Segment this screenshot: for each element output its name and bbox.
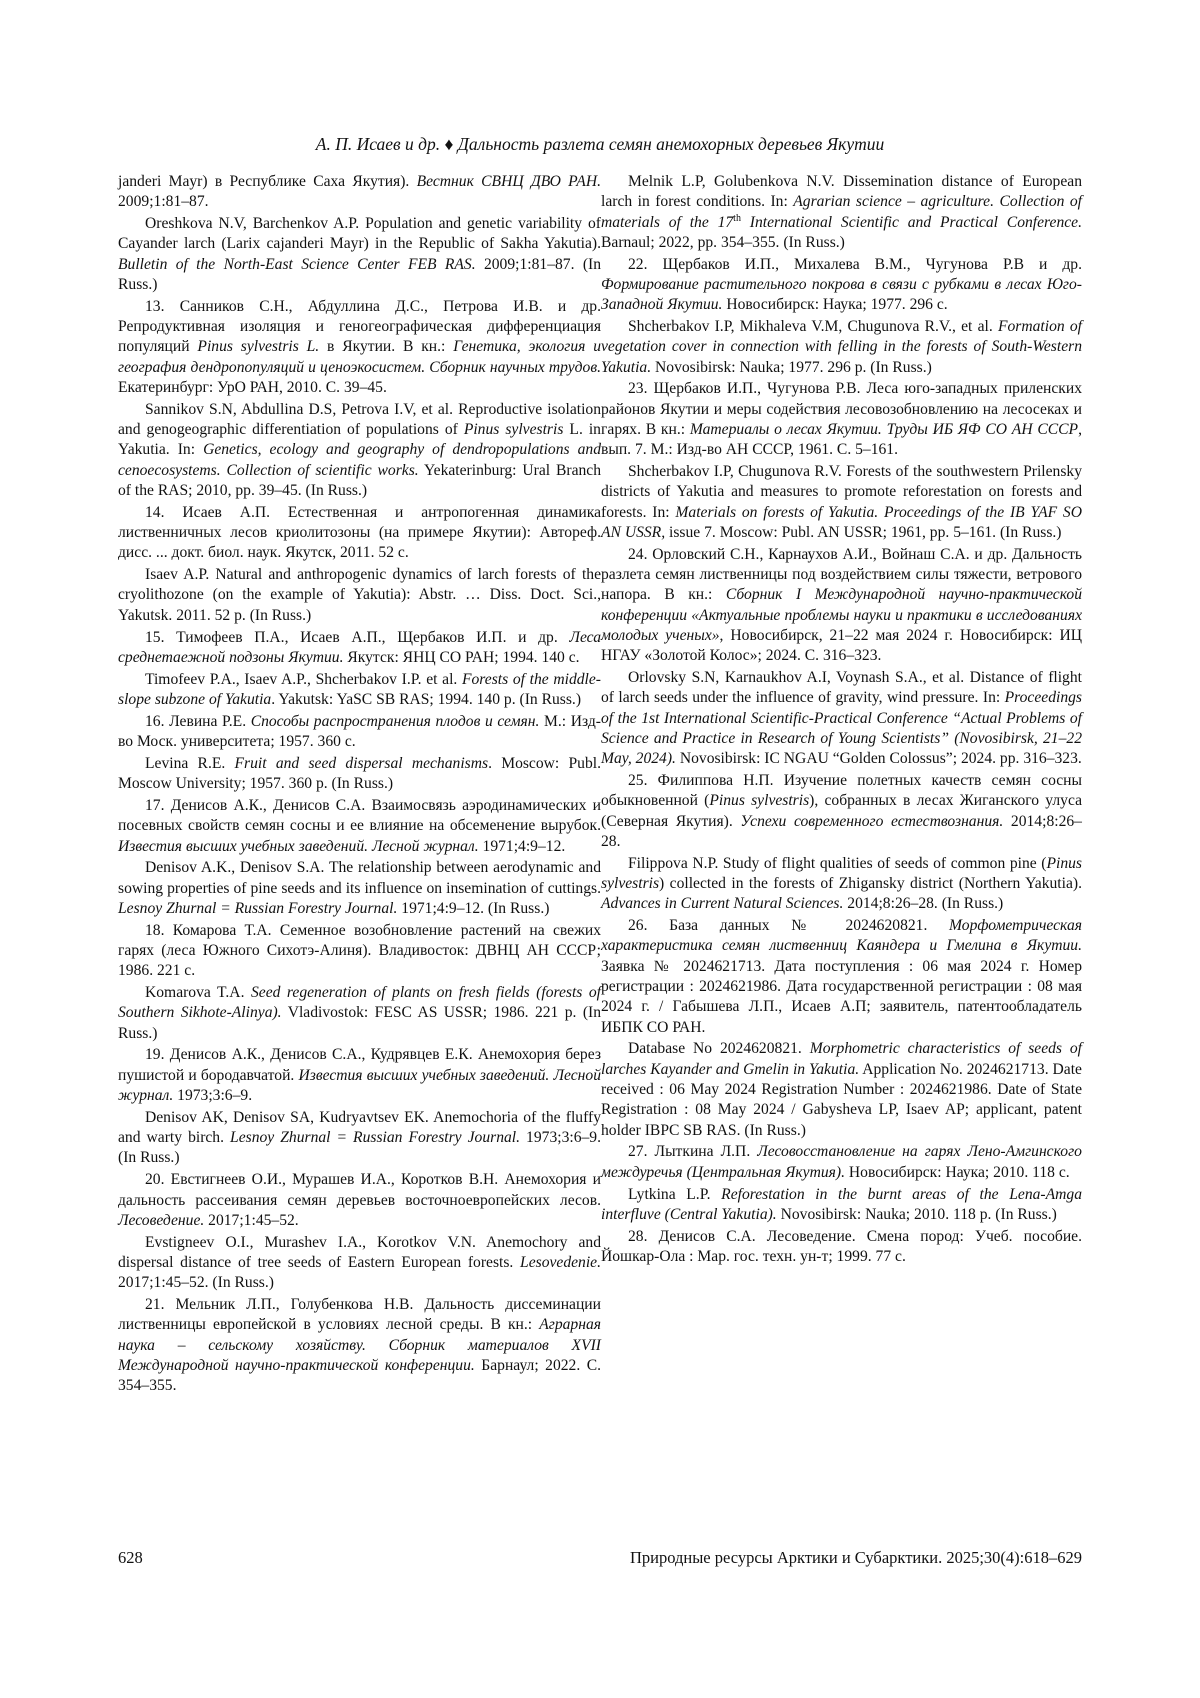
reference-italic-text: Pinus sylvestris [463, 421, 564, 439]
reference-entry [601, 1185, 1082, 1226]
reference-text: Novosibirsk: IC NGAU “Golden Colossus”; 2024. pp. 316–323. [675, 750, 1082, 768]
reference-entry [118, 712, 601, 753]
reference-italic-text: Материалы о лесах Якутии. Труды ИБ ЯФ СО АН СССР [689, 421, 1079, 439]
reference-entry [118, 858, 601, 919]
page-number: 628 [118, 1548, 143, 1567]
reference-text: Denisov AK, Denisov SA, Kudryavtsev EK. Anemochoria of the fluffy and warty birch. [118, 1108, 601, 1147]
reference-italic-text: Формирование растительного покрова в связи с рубками в лесах Юго-Западной Якутии. [601, 275, 1082, 314]
reference-italic-text: Pinus sylvestris L. [197, 338, 320, 356]
reference-text: Timofeev P.A., Isaev A.P., Shcherbakov I.P. et al. [145, 670, 462, 688]
reference-text: janderi Mayr) в Республике Саха Якутия). [118, 173, 417, 190]
reference-entry [118, 1170, 601, 1231]
reference-text: 1971;4:9–12. (In Russ.) [397, 899, 550, 917]
reference-text: 21. Мельник Л.П., Голубенкова Н.В. Дальность диссеминации лиственницы европейской в условиях лесной среды. В кн.: [118, 1296, 601, 1334]
reference-italic-text: Bulletin of the North-East Science Center FEB RAS. [118, 255, 476, 273]
reference-text: 18. Комарова Т.А. Семенное возобновление растений на свежих гарях (леса Южного Сихотэ-Алиня). Владивосток: ДВНЦ АН СССР; 1986. 221 с. [118, 921, 601, 980]
reference-text: Isaev A.P. Natural and anthropogenic dynamics of larch forests of the cryolithozone (on the example of Yakutia): Abstr. … Diss. Doct. Sci., Yakutsk. 2011. 52 p. (In Russ.) [118, 566, 601, 624]
reference-text: 2017;1:45–52. (In Russ.) [118, 1274, 274, 1292]
reference-text: Yekaterinburg: Ural Branch of the RAS; 2010, pp. 39–45. (In Russ.) [118, 461, 602, 499]
reference-entry [118, 628, 601, 669]
reference-italic-text: Morphometric characteristics of seeds of larches Kayander and Gmelin in Yakutia. [601, 1040, 1082, 1078]
reference-entry [118, 400, 601, 501]
reference-entry [118, 1045, 601, 1106]
reference-italic-text: Forests of the middle-slope subzone of Yakutia [118, 670, 601, 708]
reference-italic-text: Proceedings of the 1st International Scientific-Practical Conference “Actual Problems of Science and Practice in Research of Young Scientists” (Novosibirsk, 21–22 May, 2024). [601, 689, 1082, 768]
reference-entry [118, 214, 601, 295]
reference-text: L. in Yakutia. In: [118, 421, 601, 459]
reference-entry [601, 462, 1082, 543]
reference-text: Vladivostok: FESC AS USSR; 1986. 221 p. (In Russ.) [118, 1004, 602, 1042]
reference-entry [118, 503, 601, 564]
reference-text: Evstigneev O.I., Murashev I.A., Korotkov V.N. Anemochory and dispersal distance of tree seeds of Eastern European forests. [118, 1233, 601, 1271]
reference-italic-text: Аграрная наука – сельскому хозяйству. Сборник материалов XVII Международной научно-практической конференции. [118, 1316, 601, 1374]
reference-text: Lytkina L.P. [628, 1185, 722, 1203]
reference-text: 16. Левина Р.Е. [145, 712, 251, 730]
reference-entry [601, 317, 1082, 378]
reference-entry [118, 1108, 601, 1169]
running-header: А. П. Исаев и др. ♦ Дальность разлета семян анемохорных деревьев Якутии [315, 134, 885, 154]
reference-text: Komarova T.A. [145, 984, 251, 1002]
reference-text: 27. Лыткина Л.П. [628, 1143, 758, 1161]
reference-italic-text: Fruit and seed dispersal mechanisms [234, 754, 489, 772]
reference-text: Orlovsky S.N, Karnaukhov A.I, Voynash S.A., et al. Distance of flight of larch seeds under the influence of gravity, wind pressure. In: [601, 669, 1082, 707]
reference-text: М.: Изд-во Моск. университета; 1957. 360 с. [118, 712, 601, 751]
journal-citation: Природные ресурсы Арктики и Субарктики. 2025;30(4):618–629 [629, 1548, 1082, 1567]
reference-entry [601, 916, 1082, 1038]
reference-entry [601, 1227, 1082, 1268]
reference-italic-text: Agrarian science – agriculture. Collection of materials of the 17 [601, 193, 1083, 231]
reference-text: Filippova N.P. Study of flight qualities of seeds of common pine ( [628, 854, 1047, 872]
reference-italic-text: Лесоведение. [118, 1211, 205, 1229]
reference-text: Application No. 2024621713. Date received : 06 May 2024 Registration Number : 2024621986. Date of State Registration : 08 May 2024 / Gabysheva LP, Isaev AP; applicant, patent holder IBPC SB RAS. (In Russ.) [601, 1060, 1082, 1139]
reference-text: 24. Орловский С.Н., Карнаухов А.И., Войнаш С.А. и др. Дальность разлета семян лиственницы под воздействием силы тяжести, ветрового напора. В кн.: [601, 545, 1082, 604]
reference-entry [118, 983, 601, 1044]
reference-text: 2014;8:26–28. [601, 812, 1082, 850]
reference-entry [118, 565, 601, 626]
reference-italic-text: Seed regeneration of plants on fresh fields (forests of Southern Sikhote-Alinya). [118, 984, 602, 1022]
reference-italic-text: Способы распространения плодов и семян. [250, 712, 540, 730]
reference-text: Заявка № 2024621713. Дата поступления : 06 мая 2024 г. Номер регистрации : 2024621986. Дата государственной регистрации : 08 мая 2024 г. / Габышева Л.П., Исаев А.П; заявитель, патентообладатель ИБПК СО РАН. [601, 957, 1082, 1036]
reference-text: Novosibirsk: Nauka; 1977. 296 p. (In Russ.) [651, 358, 932, 376]
reference-text: Новосибирск: Наука; 2010. 118 с. [845, 1163, 1070, 1181]
reference-text: 2017;1:45–52. [204, 1211, 299, 1229]
reference-italic-text: Pinus sylvestris [601, 854, 1082, 893]
reference-italic-text: Леса среднетаежной подзоны Якутии. [118, 628, 601, 666]
reference-text: issue 7. Moscow: Publ. AN USSR; 1961, pp. 5–161. (In Russ.) [665, 524, 1062, 542]
reference-text: ), собранных в лесах Жиганского улуса (Северная Якутия). [601, 792, 1082, 830]
reference-text: 23. Щербаков И.П., Чугунова Р.В. Леса юго-западных приленских районов Якутии и меры содействия лесовозобновлению на лесосеках и гарях. В кн.: [601, 380, 1082, 439]
reference-entry [118, 297, 601, 398]
reference-italic-text: Lesnoy Zhurnal = Russian Forestry Journal. [230, 1129, 521, 1147]
reference-text: Екатеринбург: УрО РАН, 2010. С. 39–45. [118, 378, 387, 396]
reference-italic-text: Pinus sylvestris [709, 792, 810, 810]
reference-entry [118, 754, 601, 795]
reference-entry [601, 854, 1082, 915]
reference-text: 15. Тимофеев П.А., Исаев А.П., Щербаков И.П. и др. [145, 628, 570, 646]
reference-text: в Якутии. В кн.: [319, 338, 454, 356]
reference-text: Якутск: ЯНЦ СО РАН; 1994. 140 с. [343, 648, 580, 666]
reference-entry [601, 379, 1082, 460]
reference-italic-text: th [733, 212, 741, 224]
reference-text: 1971;4:9–12. [478, 837, 566, 855]
reference-italic-text: Вестник СВНЦ ДВО РАН. [416, 173, 601, 190]
reference-text: ) collected in the forests of Zhigansky district (Northern Yakutia). [659, 875, 1082, 893]
reference-entry [118, 921, 601, 982]
reference-entry [118, 670, 601, 711]
reference-text: 13. Санников С.Н., Абдуллина Д.С., Петрова И.В. и др. Репродуктивная изоляция и геногеографическая дифференциация популяций [118, 297, 601, 356]
reference-entry [601, 255, 1082, 316]
reference-text: 2009;1:81–87. (In Russ.) [118, 255, 601, 293]
reference-entry [118, 796, 601, 857]
reference-entry [118, 172, 601, 213]
reference-text: 14. Исаев А.П. Естественная и антропогенная динамика лиственничных лесов криолитозоны (на примере Якутии): Автореф. дисс. ... докт. биол. наук. Якутск, 2011. 52 с. [118, 503, 601, 562]
references-right-column [601, 172, 1082, 1269]
reference-entry [601, 545, 1082, 667]
reference-entry [118, 1295, 601, 1396]
reference-text: Novosibirsk: Nauka; 2010. 118 p. (In Russ.) [776, 1205, 1057, 1223]
reference-text: 19. Денисов А.К., Денисов С.А., Кудрявцев Е.К. Анемохория берез пушистой и бородавчатой. [118, 1046, 601, 1084]
reference-entry [601, 668, 1082, 769]
reference-text: 20. Евстигнеев О.И., Мурашев И.А., Коротков В.Н. Анемохория и дальность рассеивания семян деревьев восточноевропейских лесов. [118, 1171, 601, 1209]
reference-italic-text: Лесовосстановление на гарях Лено-Амгинского междуречья (Центральная Якутия). [601, 1143, 1082, 1181]
reference-italic-text: Lesnoy Zhurnal = Russian Forestry Journal. [118, 899, 398, 917]
reference-text: 2009;1:81–87. [118, 193, 209, 211]
reference-text: 22. Щербаков И.П., Михалева В.М., Чугунова Р.В и др. [628, 255, 1082, 273]
reference-text: Sannikov S.N, Abdullina D.S, Petrova I.V, et al. Reproductive isolation and genogeographic differentiation of populations of [118, 400, 601, 439]
reference-italic-text: Genetics, ecology and geography of dendropopulations and cenoecosystems. Collection of scientific works. [118, 441, 601, 479]
reference-italic-text: Успехи современного естествознания. [740, 812, 1004, 830]
reference-italic-text: Lesovedenie. [520, 1253, 601, 1271]
reference-text: Shcherbakov I.P, Mikhaleva V.M, Chugunova R.V., et al. [628, 318, 998, 336]
reference-text: , вып. 7. М.: Изд-во АН СССР, 1961. С. 5–161. [601, 421, 1082, 459]
references-left-column [118, 172, 601, 1398]
reference-entry [601, 1142, 1082, 1183]
reference-text: 26. База данных № 2024620821. [628, 917, 950, 935]
reference-italic-text: Advances in Current Natural Sciences. [601, 895, 844, 913]
reference-text: Melnik L.P, Golubenkova N.V. Dissemination distance of European larch in forest conditions. In: [601, 173, 1082, 211]
reference-italic-text: Сборник I Международной научно-практической конференции «Актуальные проблемы науки и практики в исследованиях молодых ученых» [601, 586, 1082, 645]
reference-text: 1973;3:6–9. [173, 1087, 253, 1105]
reference-italic-text: Морфометрическая характеристика семян лиственниц Каяндера и Гмелина в Якутии. [601, 917, 1082, 955]
reference-italic-text: International Scientific and Practical Conference. [740, 213, 1083, 231]
reference-italic-text: Известия высших учебных заведений. Лесной журнал. [118, 1066, 602, 1105]
reference-text: , Новосибирск, 21–22 мая 2024 г. Новосибирск: ИЦ НГАУ «Золотой Колос»; 2024. С. 316–323. [601, 627, 1082, 665]
reference-text: 1973;3:6–9. (In Russ.) [118, 1129, 601, 1167]
reference-entry [118, 1233, 601, 1294]
reference-text: Barnaul; 2022, pp. 354–355. (In Russ.) [601, 233, 845, 251]
reference-entry [601, 771, 1082, 852]
reference-italic-text: Генетика, экология и география дендропопуляций и ценоэкосистем. Сборник научных трудов. [118, 338, 601, 376]
reference-text: Новосибирск: Наука; 1977. 296 с. [722, 296, 948, 314]
reference-text: Shcherbakov I.P, Chugunova R.V. Forests of the southwestern Prilensky districts of Yakutia and measures to promote reforestation on forests and forests. In: [601, 463, 1082, 521]
reference-text: 2014;8:26–28. (In Russ.) [843, 895, 1004, 913]
reference-text: Database No 2024620821. [628, 1040, 810, 1058]
reference-italic-text: Reforestation in the burnt areas of the Lena-Amga interfluve (Central Yakutia). [601, 1185, 1082, 1223]
reference-entry [601, 1039, 1082, 1140]
reference-text: 17. Денисов А.К., Денисов С.А. Взаимосвязь аэродинамических и посевных свойств семян сосны и ее влияние на обсеменение вырубок. [118, 796, 601, 835]
reference-italic-text: Известия высших учебных заведений. Лесной журнал. [118, 837, 479, 855]
reference-text: . Yakutsk: YaSC SB RAS; 1994. 140 p. (In Russ.) [271, 690, 582, 708]
reference-text: Oreshkova N.V, Barchenkov A.P. Population and genetic variability of Cayander larch (Larix cajanderi Mayr) in the Republic of Sakha Yakutia). [118, 215, 601, 253]
reference-text: 25. Филиппова Н.П. Изучение полетных качеств семян сосны обыкновенной ( [601, 772, 1082, 810]
reference-text: Levina R.E. [145, 754, 235, 772]
reference-text: . Moscow: Publ. Moscow University; 1957. 360 p. (In Russ.) [118, 754, 601, 793]
reference-italic-text: Formation of vegetation cover in connection with felling in the forests of South-Western Yakutia. [601, 318, 1082, 376]
reference-text: Барнаул; 2022. С. 354–355. [118, 1356, 602, 1395]
reference-entry [601, 172, 1082, 253]
reference-text: Denisov A.K., Denisov S.A. The relationship between aerodynamic and sowing properties of pine seeds and its influence on insemination of cuttings. [118, 859, 601, 897]
reference-italic-text: Materials on forests of Yakutia. Proceedings of the IB YAF SO AN USSR, [601, 503, 1082, 542]
reference-text: 28. Денисов С.А. Лесоведение. Смена пород: Учеб. пособие. Йошкар-Ола : Мар. гос. техн. ун-т; 1999. 77 с. [601, 1227, 1082, 1265]
